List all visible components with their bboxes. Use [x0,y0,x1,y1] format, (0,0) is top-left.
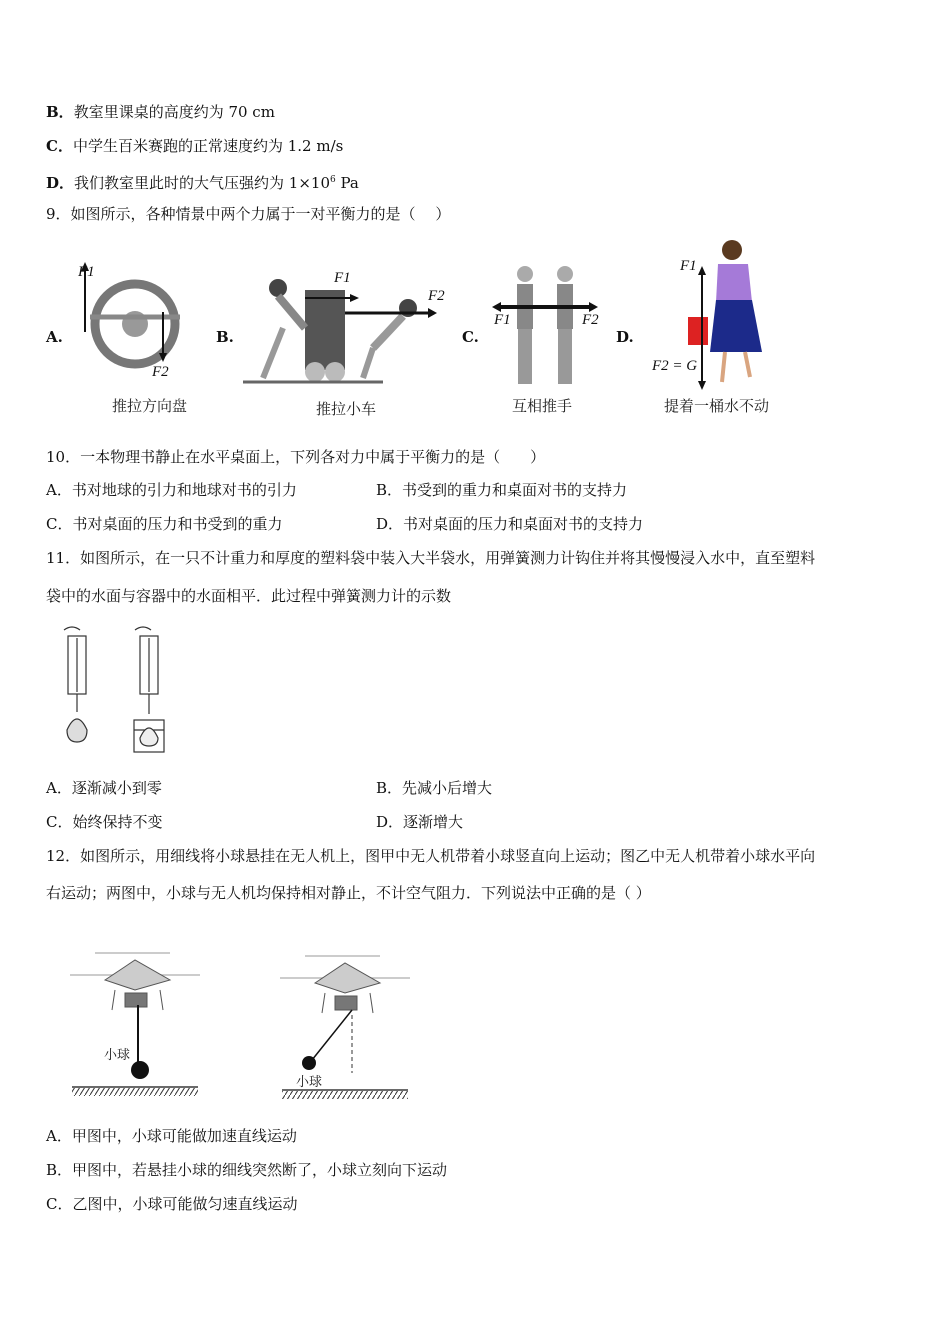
figure-caption: 推拉方向盘 [112,397,188,415]
q11-option-b: B．先减小后增大 [376,779,493,797]
spring-scale-illustration [50,622,200,757]
q8-option-d [46,170,359,193]
figure-caption: 推拉小车 [316,400,377,418]
q9-stem: 9．如图所示，各种情景中两个力属于一对平衡力的是（ ） [46,205,451,223]
q11-stem-line1: 11．如图所示，在一只不计重力和厚度的塑料袋中装入大半袋水，用弹簧测力计钩住并将其慢慢浸入水中，直至塑料 [46,549,816,567]
q12-option-c: C．乙图中，小球可能做匀速直线运动 [46,1195,298,1213]
force-label-f2: F2 [152,364,169,380]
ball-label-yi: 小球 [296,1075,323,1090]
q10-option-c: C．书对桌面的压力和书受到的重力 [46,515,283,533]
option-text: 教室里课桌的高度约为 70 cm [73,103,275,121]
steering-wheel-illustration [75,262,195,392]
figure-key: C. [462,328,479,346]
q8-option-c [46,136,343,156]
q10-stem: 10．一本物理书静止在水平桌面上，下列各对力中属于平衡力的是（ ） [46,448,546,466]
figure-key: B. [216,328,234,346]
drone-yi [280,956,410,1013]
figure-key: A. [46,328,63,346]
q12-option-b: B．甲图中，若悬挂小球的细线突然断了，小球立刻向下运动 [46,1161,448,1179]
q12-stem-line2: 右运动；两图中，小球与无人机均保持相对静止，不计空气阻力．下列说法中正确的是（ ） [46,884,651,902]
force-label-f1: F1 [494,312,511,328]
ball-label-jia: 小球 [104,1048,131,1063]
option-key: C． [46,137,73,155]
force-label-f1: F1 [334,270,351,286]
q11-option-c: C．始终保持不变 [46,813,163,831]
drone-diagrams [70,935,430,1105]
force-label-f2: F2 [582,312,599,328]
drone-jia [70,953,200,1010]
q12-option-a: A．甲图中，小球可能做加速直线运动 [46,1127,297,1145]
force-label-f1: F1 [78,264,95,280]
force-label-f2: F2 = G [652,358,698,374]
q12-stem-line1: 12．如图所示，用细线将小球悬挂在无人机上，图甲中无人机带着小球竖直向上运动；图乙中无人机带着小球水平向 [46,847,816,865]
q10-option-a: A．书对地球的引力和地球对书的引力 [46,481,297,499]
q8-option-b [46,102,275,122]
q11-stem-line2: 袋中的水面与容器中的水面相平．此过程中弹簧测力计的示数 [46,587,452,605]
q10-option-b: B．书受到的重力和桌面对书的支持力 [376,481,628,499]
force-label-f2: F2 [428,288,445,304]
force-label-f1: F1 [680,258,697,274]
figure-caption: 提着一桶水不动 [664,397,770,415]
figure-key: D. [616,328,634,346]
exponent: 6 [329,175,336,185]
q10-option-d: D．书对桌面的压力和桌面对书的支持力 [376,515,644,533]
option-text: 我们教室里此时的大气压强约为 1×10 [74,174,330,192]
q11-option-a: A．逐渐减小到零 [46,779,162,797]
figure-caption: 互相推手 [512,397,573,415]
option-key: D． [46,174,75,192]
option-key: B． [46,103,74,121]
option-text: 中学生百米赛跑的正常速度约为 1.2 m/s [72,137,344,155]
unit: Pa [335,174,359,192]
q11-option-d: D．逐渐增大 [376,813,464,831]
